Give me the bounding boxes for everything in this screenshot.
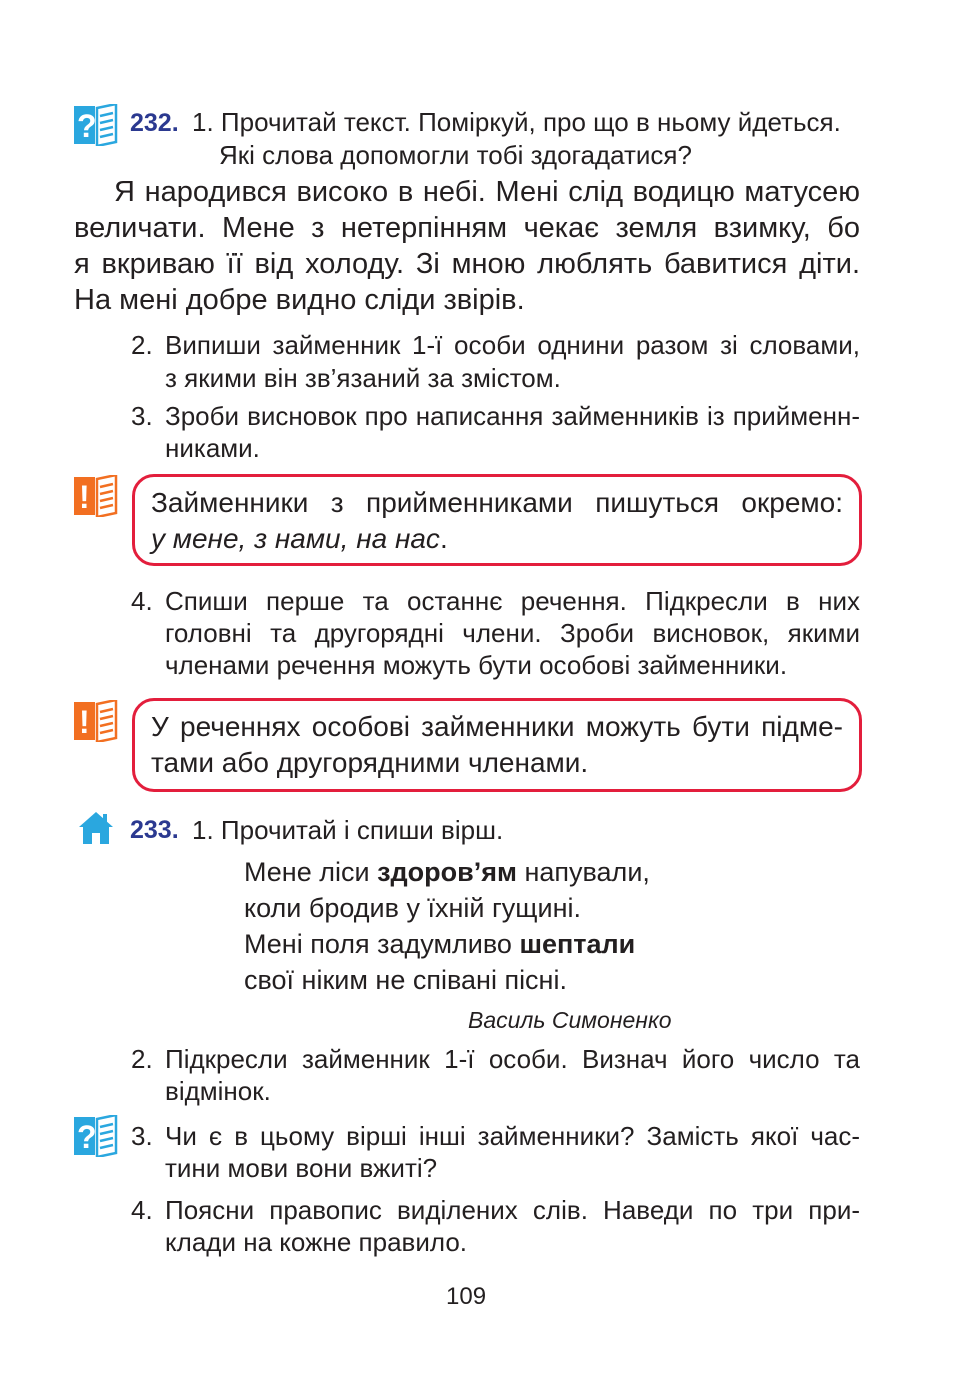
task-text: Випиши займенник 1-ї особи однини разом зі словами, [165, 330, 860, 360]
rule-examples-italic: у мене, з нами, на нас [151, 523, 440, 554]
task-text: Прочитай і спиши вірш. [220, 815, 504, 845]
task-number: 1. [192, 815, 214, 845]
attention-book-icon [74, 475, 118, 517]
page-number: 109 [446, 1283, 487, 1310]
text-line: величати. Мене з нетерпінням чекає земля взимку, бо [74, 212, 860, 244]
task-text: членами речення можуть бути особові займенники. [165, 650, 788, 680]
svg-text:?: ? [77, 108, 97, 144]
poem-line: свої ніким не співані пісні. [244, 965, 567, 995]
task-number: 4. [131, 586, 153, 616]
poem-line: коли бродив у їхній гущині. [244, 893, 582, 923]
task-1 [192, 106, 872, 139]
attention-book-icon [74, 700, 118, 742]
task-text: відмінок. [165, 1076, 271, 1106]
exercise-number: 232. [130, 109, 179, 137]
task-number: 2. [131, 330, 153, 360]
task-text: никами. [165, 433, 260, 463]
text-line: Я народився високо в небі. Мені слід водицю матусею [114, 176, 860, 208]
svg-text:!: ! [79, 704, 90, 740]
question-book-icon [74, 104, 118, 146]
task-text: з якими він зв’язаний за змістом. [165, 363, 561, 393]
text-line: На мені добре видно сліди звірів. [74, 284, 525, 316]
task-text: тини мови вони вжиті? [165, 1153, 438, 1183]
task-number: 2. [131, 1044, 153, 1074]
task-text: Зроби висновок про написання займенників із прийменн- [165, 401, 860, 431]
poem-author: Василь Симоненко [468, 1007, 672, 1033]
rule-text: У реченнях особові займенники можуть бути підме- [151, 711, 843, 742]
task-text: клади на кожне правило. [165, 1227, 468, 1257]
task-text: головні та другорядні члени. Зроби висновок, якими [165, 618, 860, 648]
rule-text: тами або другорядними членами. [151, 747, 589, 778]
home-icon [78, 811, 114, 845]
svg-text:?: ? [77, 1119, 97, 1155]
task-text: Підкресли займенник 1-ї особи. Визнач його число та [165, 1044, 860, 1074]
rule-box [132, 474, 862, 566]
task-text: Прочитай текст. Поміркуй, про що в ньому йдеться. [220, 107, 841, 137]
highlighted-word: здоров’ям [377, 857, 517, 887]
rule-text: Займенники з прийменниками пишуться окремо: [151, 487, 843, 518]
task-text: Чи є в цьому вірші інші займенники? Замість якої час- [165, 1121, 860, 1151]
poem-line: Мене ліси здоров’ям напували, [244, 857, 650, 887]
highlighted-word: шептали [519, 929, 636, 959]
task-text: Поясни правопис виділених слів. Наведи по три при- [165, 1195, 860, 1225]
task-1-line-2: Які слова допомогли тобі здогадатися? [219, 140, 692, 170]
task-1 [192, 814, 852, 847]
question-book-icon [74, 1115, 118, 1157]
task-number: 1. [192, 107, 214, 137]
task-number: 3. [131, 401, 153, 431]
text-line: я вкриваю її від холоду. Зі мною люблять бавитися діти. [74, 248, 860, 280]
rule-box [132, 698, 862, 792]
rule-examples: у мене, з нами, на нас. [151, 523, 448, 554]
exercise-number: 233. [130, 816, 179, 844]
svg-text:!: ! [79, 479, 90, 515]
poem-line: Мені поля задумливо шептали [244, 929, 636, 959]
task-number: 4. [131, 1195, 153, 1225]
task-text: Спиши перше та останнє речення. Підкресли в них [165, 586, 860, 616]
task-number: 3. [131, 1121, 153, 1151]
